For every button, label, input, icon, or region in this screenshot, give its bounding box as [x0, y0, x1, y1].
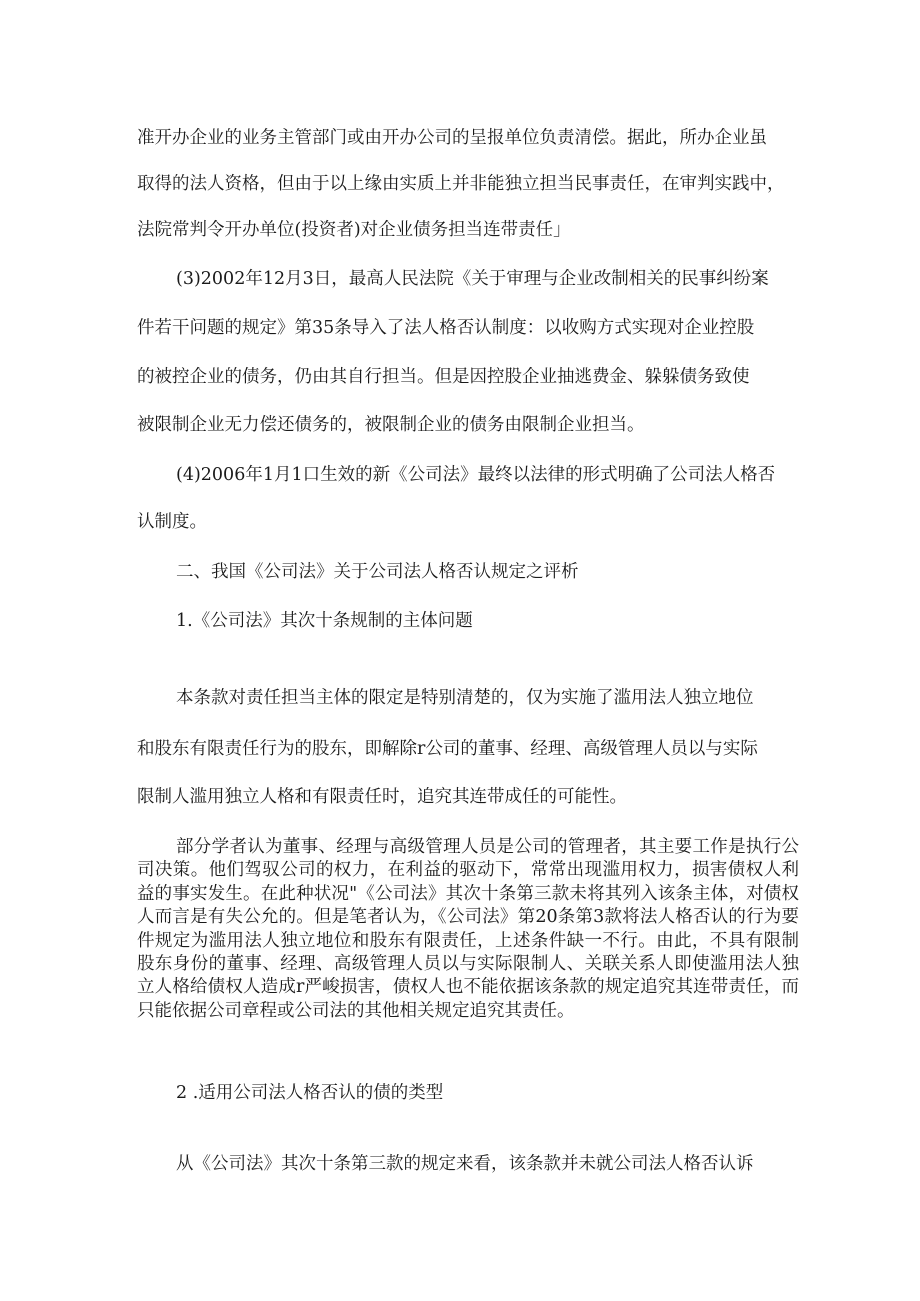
dense-paragraph: [137, 836, 799, 1023]
text-line: (4)2006年1月1口生效的新《公司法》最终以法律的形式明确了公司法人格否: [176, 465, 776, 485]
text-line: 和股东有限责任行为的股东，即解除r公司的董事、经理、高级管理人员以与实际: [137, 739, 758, 759]
text-line: (3)2002年12月3日，最高人民法院《关于审理与企业改制相关的民事纠纷案: [176, 269, 769, 289]
text-line: 从《公司法》其次十条第三款的规定来看，该条款并未就公司法人格否认诉: [176, 1154, 754, 1174]
text-line: 件若干问题的规定》第35条导入了法人格否认制度：以收购方式实现对企业控股: [137, 318, 755, 338]
text-line: 本条款对责任担当主体的限定是特别清楚的，仅为实施了滥用法人独立地位: [176, 688, 754, 708]
subsection-heading: 2 .适用公司法人格否认的债的类型: [176, 1083, 444, 1103]
paragraph-text: 部分学者认为董事、经理与高级管理人员是公司的管理者，其主要工作是执行公司决策。他们驾驭公司的权力，在利益的驱动下，常常出现滥用权力，损害债权人利益的事实发生。在此种状况"《公司法》其次十条第三款未将其列入该条主体，对债权人而言是有失公允的。但是笔者认为，《公司法》第20条第3款将法人格否认的行为要件规定为滥用法人独立地位和股东有限责任，上述条件缺一不行。由此，不具有限制股东身份的董事、经理、高级管理人员以与实际限制人、关联关系人即使滥用法人独立人格给债权人造成r严峻损害，债权人也不能依据该条款的规定追究其连带责任，而只能依据公司章程或公司法的其他相关规定追究其责任。: [137, 837, 799, 1021]
text-line: 认制度。: [137, 512, 207, 532]
section-heading: 二、我国《公司法》关于公司法人格否认规定之评析: [176, 562, 579, 582]
text-line: 被限制企业无力偿还债务的，被限制企业的债务由限制企业担当。: [137, 415, 645, 435]
text-line: 的被控企业的债务，仍由其自行担当。但是因控股企业抽逃费金、躲躲债务致使: [137, 367, 750, 387]
subsection-heading: 1.《公司法》其次十条规制的主体问题: [176, 611, 473, 631]
text-line: 取得的法人资格，但由于以上缘由实质上并非能独立担当民事责任，在审判实践中，: [137, 174, 785, 194]
text-line: 限制人滥用独立人格和有限责任时，追究其连带成任的可能性。: [137, 787, 627, 807]
text-line: 准开办企业的业务主管部门或由开办公司的呈报单位负责清偿。据此，所办企业虽: [137, 128, 767, 148]
text-line: 法院常判令开办单位(投资者)对企业债务担当连带责任」: [137, 220, 571, 240]
